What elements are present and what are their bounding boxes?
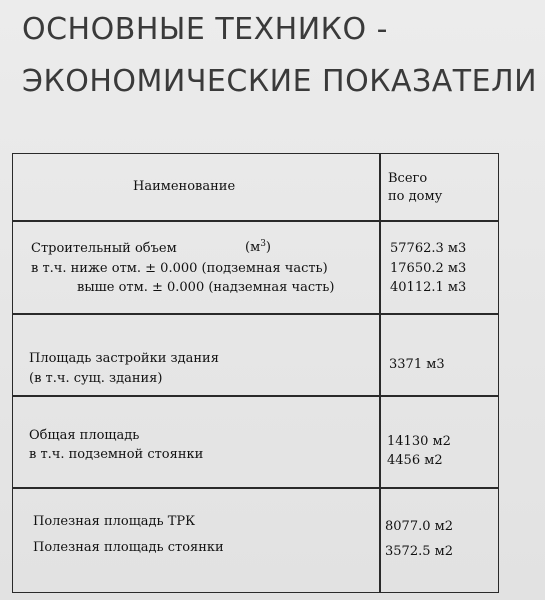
- row-useful-parking-value: 3572.5 м2: [385, 544, 454, 559]
- row-useful-parking-label: Полезная площадь стоянки: [33, 540, 224, 555]
- row-footprint-value: 3371 м3: [389, 357, 445, 372]
- row-volume-value-below: 17650.2 м3: [390, 261, 467, 276]
- indicators-table: [12, 153, 499, 593]
- row-divider: [13, 487, 498, 489]
- row-area-label: Общая площадь: [29, 428, 140, 443]
- row-footprint-label: Площадь застройки здания: [29, 351, 219, 366]
- row-volume-label: Строительный объем: [31, 241, 177, 256]
- row-area-parking-value: 4456 м2: [387, 453, 443, 468]
- row-volume-above: выше отм. ± 0.000 (надземная часть): [77, 280, 335, 295]
- row-volume-value-total: 57762.3 м3: [390, 241, 467, 256]
- header-total-line2: по дому: [388, 189, 443, 204]
- row-footprint-note: (в т.ч. сущ. здания): [29, 371, 163, 386]
- row-divider: [13, 395, 498, 397]
- document-title-line-2: ЭКОНОМИЧЕСКИЕ ПОКАЗАТЕЛИ: [22, 64, 538, 99]
- row-area-value: 14130 м2: [387, 434, 451, 449]
- row-useful-trk-value: 8077.0 м2: [385, 519, 454, 534]
- document-title-line-1: ОСНОВНЫЕ ТЕХНИКО -: [22, 12, 388, 47]
- row-area-parking-label: в т.ч. подземной стоянки: [29, 447, 204, 462]
- row-volume-value-above: 40112.1 м3: [390, 280, 467, 295]
- row-volume-below: в т.ч. ниже отм. ± 0.000 (подземная часть): [31, 261, 328, 276]
- row-divider: [13, 313, 498, 315]
- row-volume-unit: $(м^3)$: [245, 239, 271, 255]
- row-divider: [13, 220, 498, 222]
- header-total-line1: Всего: [388, 171, 428, 186]
- row-useful-trk-label: Полезная площадь ТРК: [33, 514, 196, 529]
- header-name: Наименование: [133, 179, 236, 194]
